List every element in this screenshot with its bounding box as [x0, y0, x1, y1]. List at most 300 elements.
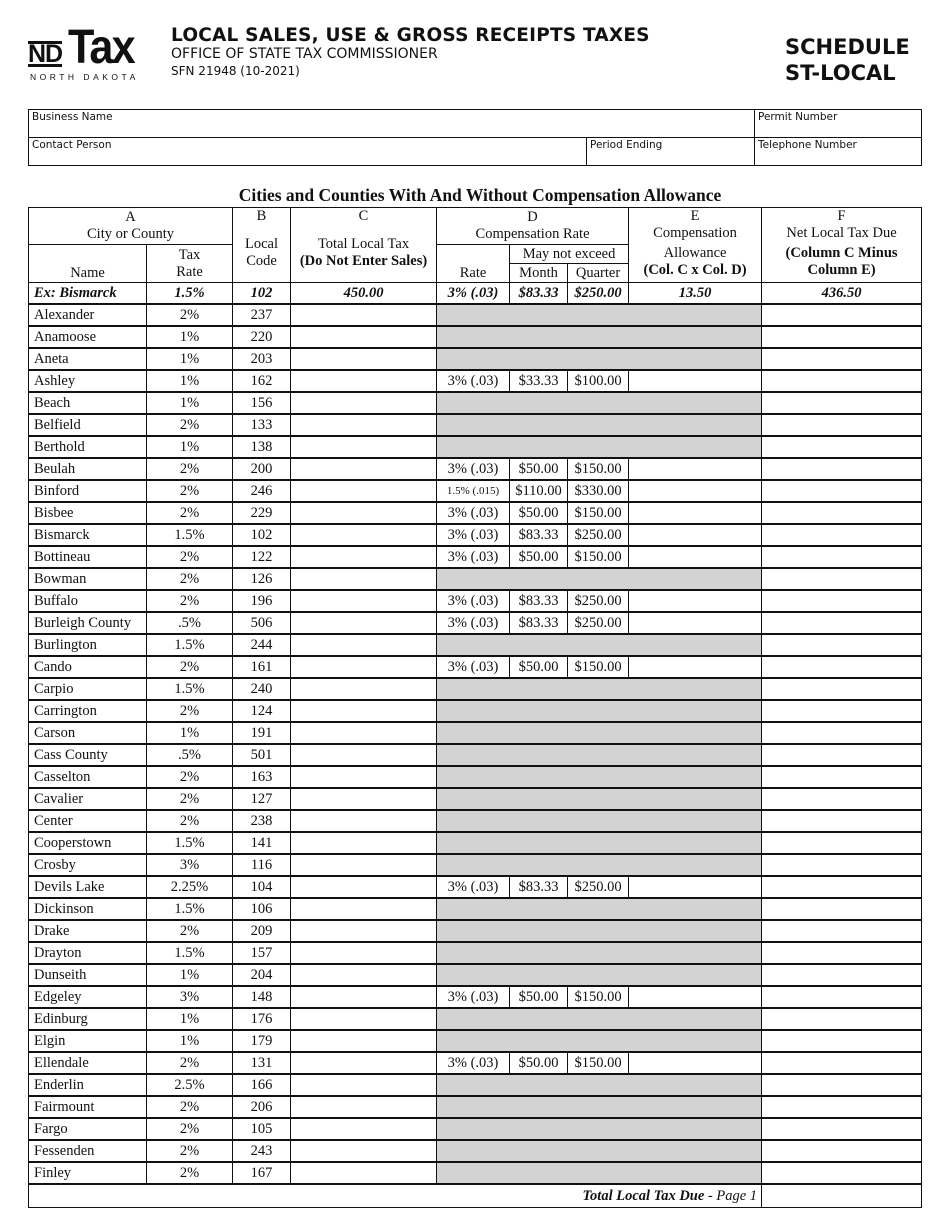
allowance-input[interactable] [629, 590, 762, 612]
no-allowance-shaded [437, 1030, 762, 1052]
local-tax-table [28, 207, 922, 1208]
local-code: 141 [233, 832, 291, 854]
no-allowance-shaded [437, 766, 762, 788]
col-f-line2: (Column C Minus [785, 245, 898, 261]
city-name: Fessenden [29, 1140, 147, 1162]
col-e-title: Compensation [653, 225, 737, 241]
comp-month: $83.33 [510, 876, 568, 898]
tax-rate: 1.5% [147, 898, 233, 920]
table-row [29, 1030, 922, 1052]
no-allowance-shaded [437, 722, 762, 744]
net-local-tax-input[interactable] [762, 458, 922, 480]
net-local-tax-input[interactable] [762, 590, 922, 612]
allowance-input[interactable] [629, 986, 762, 1008]
local-code: 126 [233, 568, 291, 590]
city-name: Burlington [29, 634, 147, 656]
tax-rate: 2% [147, 810, 233, 832]
comp-month: $50.00 [510, 986, 568, 1008]
city-name: Carrington [29, 700, 147, 722]
net-local-tax-input[interactable] [762, 700, 922, 722]
example-month: $83.33 [510, 283, 568, 305]
net-local-tax-input[interactable] [762, 612, 922, 634]
net-local-tax-input[interactable] [762, 1096, 922, 1118]
local-code: 156 [233, 392, 291, 414]
local-code: 204 [233, 964, 291, 986]
net-local-tax-input[interactable] [762, 524, 922, 546]
local-code: 203 [233, 348, 291, 370]
city-name: Dunseith [29, 964, 147, 986]
nd-tax-logo [28, 21, 146, 86]
comp-quarter: $150.00 [568, 546, 629, 568]
city-name: Casselton [29, 766, 147, 788]
no-allowance-shaded [437, 788, 762, 810]
total-local-tax-input[interactable] [291, 854, 437, 876]
no-allowance-shaded [437, 1096, 762, 1118]
no-allowance-shaded [437, 1162, 762, 1184]
city-name: Finley [29, 1162, 147, 1184]
total-label-text: Total Local Tax Due [582, 1187, 705, 1204]
may-not-exceed-header: May not exceed [510, 245, 629, 264]
period-ending-label: Period Ending [590, 139, 663, 151]
col-d-header [437, 208, 629, 245]
city-name: Fairmount [29, 1096, 147, 1118]
tax-rate: 1% [147, 348, 233, 370]
example-total-local-tax: 450.00 [291, 283, 437, 305]
comp-quarter: $150.00 [568, 502, 629, 524]
local-code: 161 [233, 656, 291, 678]
allowance-input[interactable] [629, 524, 762, 546]
allowance-input[interactable] [629, 656, 762, 678]
name-header [29, 245, 147, 283]
tax-rate: 1% [147, 326, 233, 348]
allowance-input[interactable] [629, 876, 762, 898]
total-local-tax-input[interactable] [291, 898, 437, 920]
table-row [29, 810, 922, 832]
col-a-header [29, 208, 233, 245]
total-local-tax-input[interactable] [291, 436, 437, 458]
comp-month: $50.00 [510, 546, 568, 568]
tax-rate: 2% [147, 788, 233, 810]
comp-rate: 3% (.03) [437, 502, 510, 524]
table-row [29, 634, 922, 656]
comp-month: $50.00 [510, 502, 568, 524]
city-name: Cavalier [29, 788, 147, 810]
city-name: Beulah [29, 458, 147, 480]
col-d-letter: D [527, 209, 538, 225]
total-row [29, 1184, 922, 1208]
table-row [29, 964, 922, 986]
business-name-field[interactable] [28, 109, 755, 138]
tax-rate-line1: Tax [178, 246, 201, 263]
permit-number-field[interactable] [754, 109, 922, 138]
city-name: Elgin [29, 1030, 147, 1052]
city-name: Cando [29, 656, 147, 678]
col-f-line3: Column E) [807, 262, 876, 278]
comp-rate: 3% (.03) [437, 876, 510, 898]
comp-rate: 3% (.03) [437, 458, 510, 480]
city-name: Drake [29, 920, 147, 942]
comp-month: $83.33 [510, 524, 568, 546]
comp-quarter: $150.00 [568, 986, 629, 1008]
no-allowance-shaded [437, 832, 762, 854]
allowance-input[interactable] [629, 546, 762, 568]
no-allowance-shaded [437, 964, 762, 986]
permit-number-label: Permit Number [758, 111, 838, 123]
table-row [29, 744, 922, 766]
no-allowance-shaded [437, 678, 762, 700]
col-e-header [629, 208, 762, 283]
city-name: Aneta [29, 348, 147, 370]
telephone-number-field[interactable] [754, 137, 922, 166]
tax-rate: 1.5% [147, 832, 233, 854]
city-name: Anamoose [29, 326, 147, 348]
allowance-input[interactable] [629, 370, 762, 392]
tax-rate: .5% [147, 744, 233, 766]
city-name: Cooperstown [29, 832, 147, 854]
col-f-letter: F [837, 208, 846, 224]
tax-rate: 2% [147, 700, 233, 722]
total-local-tax-input[interactable] [291, 942, 437, 964]
comp-quarter: $250.00 [568, 612, 629, 634]
local-code: 229 [233, 502, 291, 524]
tax-rate: 2% [147, 1162, 233, 1184]
city-name: Alexander [29, 304, 147, 326]
tax-rate: 2% [147, 458, 233, 480]
total-local-tax-input[interactable] [291, 370, 437, 392]
local-code: 191 [233, 722, 291, 744]
local-code: 122 [233, 546, 291, 568]
net-local-tax-input[interactable] [762, 854, 922, 876]
total-local-tax-input[interactable] [291, 568, 437, 590]
table-row [29, 854, 922, 876]
comp-rate: 3% (.03) [437, 546, 510, 568]
no-allowance-shaded [437, 810, 762, 832]
total-local-tax-input[interactable] [291, 876, 437, 898]
tax-rate: 1% [147, 436, 233, 458]
table-row [29, 348, 922, 370]
total-local-tax-input[interactable] [291, 1140, 437, 1162]
net-local-tax-input[interactable] [762, 920, 922, 942]
table-row [29, 370, 922, 392]
comp-quarter: $250.00 [568, 590, 629, 612]
comp-month: $83.33 [510, 612, 568, 634]
total-local-tax-input[interactable] [291, 986, 437, 1008]
example-net: 436.50 [762, 283, 922, 305]
local-code: 124 [233, 700, 291, 722]
no-allowance-shaded [437, 436, 762, 458]
allowance-input[interactable] [629, 502, 762, 524]
month-header: Month [510, 264, 568, 283]
col-e-letter: E [690, 208, 700, 224]
net-local-tax-input[interactable] [762, 964, 922, 986]
city-name: Center [29, 810, 147, 832]
no-allowance-shaded [437, 898, 762, 920]
city-name: Cass County [29, 744, 147, 766]
total-local-tax-input[interactable] [291, 1118, 437, 1140]
local-code: 220 [233, 326, 291, 348]
allowance-input[interactable] [629, 1052, 762, 1074]
net-local-tax-input[interactable] [762, 1030, 922, 1052]
city-name: Ashley [29, 370, 147, 392]
no-allowance-shaded [437, 634, 762, 656]
table-row [29, 480, 922, 502]
local-code: 162 [233, 370, 291, 392]
net-local-tax-input[interactable] [762, 1140, 922, 1162]
tax-rate: 1.5% [147, 942, 233, 964]
local-code: 166 [233, 1074, 291, 1096]
local-code: 237 [233, 304, 291, 326]
total-local-tax-input[interactable] [291, 590, 437, 612]
local-code-line2: Code [246, 253, 277, 269]
table-row [29, 722, 922, 744]
no-allowance-shaded [437, 304, 762, 326]
name-header-label: Name [70, 265, 105, 281]
table-row [29, 326, 922, 348]
local-code: 163 [233, 766, 291, 788]
tax-rate: 3% [147, 986, 233, 1008]
net-local-tax-input[interactable] [762, 568, 922, 590]
total-local-tax-input[interactable] [291, 524, 437, 546]
net-local-tax-input[interactable] [762, 326, 922, 348]
total-local-tax-input[interactable] [291, 744, 437, 766]
table-row [29, 458, 922, 480]
col-c-header [291, 208, 437, 283]
tax-rate: .5% [147, 612, 233, 634]
total-local-tax-input[interactable] [291, 480, 437, 502]
table-row [29, 1118, 922, 1140]
net-local-tax-input[interactable] [762, 392, 922, 414]
city-name: Drayton [29, 942, 147, 964]
net-local-tax-input[interactable] [762, 436, 922, 458]
tax-rate: 1% [147, 1008, 233, 1030]
comp-quarter: $330.00 [568, 480, 629, 502]
table-row [29, 612, 922, 634]
city-name: Bowman [29, 568, 147, 590]
comp-quarter: $150.00 [568, 656, 629, 678]
total-local-tax-input[interactable] [291, 1096, 437, 1118]
tax-rate: 1.5% [147, 678, 233, 700]
table-row [29, 898, 922, 920]
comp-quarter: $150.00 [568, 458, 629, 480]
table-row [29, 766, 922, 788]
net-local-tax-input[interactable] [762, 1008, 922, 1030]
comp-rate: 3% (.03) [437, 370, 510, 392]
tax-rate: 2% [147, 920, 233, 942]
quarter-header: Quarter [568, 264, 629, 283]
table-row [29, 1162, 922, 1184]
table-row [29, 304, 922, 326]
net-local-tax-input[interactable] [762, 810, 922, 832]
net-local-tax-input[interactable] [762, 304, 922, 326]
comp-month: $50.00 [510, 656, 568, 678]
city-name: Carson [29, 722, 147, 744]
total-local-tax-input[interactable] [291, 304, 437, 326]
net-local-tax-input[interactable] [762, 502, 922, 524]
tax-rate: 3% [147, 854, 233, 876]
local-code: 148 [233, 986, 291, 1008]
total-local-tax-input[interactable] [291, 1162, 437, 1184]
col-a-title: City or County [87, 226, 175, 242]
tax-rate: 1.5% [147, 524, 233, 546]
table-row [29, 590, 922, 612]
net-local-tax-input[interactable] [762, 986, 922, 1008]
logo-subtitle: NORTH DAKOTA [30, 72, 139, 82]
net-local-tax-input[interactable] [762, 942, 922, 964]
table-row [29, 414, 922, 436]
col-e-line2: Allowance [663, 245, 727, 261]
net-local-tax-input[interactable] [762, 480, 922, 502]
total-local-tax-input[interactable] [291, 722, 437, 744]
total-local-tax-input[interactable] [291, 656, 437, 678]
tax-rate: 2% [147, 546, 233, 568]
net-local-tax-input[interactable] [762, 678, 922, 700]
net-local-tax-input[interactable] [762, 348, 922, 370]
tax-rate: 2.25% [147, 876, 233, 898]
local-code: 200 [233, 458, 291, 480]
total-local-tax-input[interactable] [291, 348, 437, 370]
net-local-tax-input[interactable] [762, 876, 922, 898]
logo-tax-text: Tax [68, 21, 134, 74]
local-code: 196 [233, 590, 291, 612]
total-local-tax-input[interactable] [291, 678, 437, 700]
col-c-letter: C [358, 208, 369, 224]
total-local-tax-input[interactable] [291, 810, 437, 832]
total-local-tax-input[interactable] [291, 634, 437, 656]
total-local-tax-input[interactable] [291, 788, 437, 810]
city-name: Bisbee [29, 502, 147, 524]
table-row [29, 876, 922, 898]
table-row [29, 656, 922, 678]
total-local-tax-input[interactable] [291, 414, 437, 436]
total-local-tax-input[interactable] [291, 920, 437, 942]
comp-rate: 3% (.03) [437, 1052, 510, 1074]
city-name: Fargo [29, 1118, 147, 1140]
comp-month: $50.00 [510, 458, 568, 480]
net-local-tax-input[interactable] [762, 744, 922, 766]
net-local-tax-input[interactable] [762, 766, 922, 788]
total-local-tax-input[interactable] [291, 964, 437, 986]
contact-person-field[interactable] [28, 137, 587, 166]
net-local-tax-input[interactable] [762, 1074, 922, 1096]
total-local-tax-input[interactable] [291, 1074, 437, 1096]
tax-rate-header [147, 245, 233, 283]
tax-rate: 2% [147, 1052, 233, 1074]
comp-month: $33.33 [510, 370, 568, 392]
no-allowance-shaded [437, 1118, 762, 1140]
no-allowance-shaded [437, 392, 762, 414]
net-local-tax-input[interactable] [762, 832, 922, 854]
city-name: Edinburg [29, 1008, 147, 1030]
table-row [29, 920, 922, 942]
total-local-tax-input[interactable] [291, 458, 437, 480]
allowance-input[interactable] [629, 612, 762, 634]
city-name: Binford [29, 480, 147, 502]
table-row [29, 1008, 922, 1030]
local-code: 105 [233, 1118, 291, 1140]
tax-rate: 2% [147, 1118, 233, 1140]
table-row [29, 700, 922, 722]
office-name: OFFICE OF STATE TAX COMMISSIONER [171, 46, 438, 62]
total-local-tax-input[interactable] [291, 392, 437, 414]
net-local-tax-input[interactable] [762, 1052, 922, 1074]
business-name-label: Business Name [32, 111, 113, 123]
rate-header-label: Rate [459, 265, 487, 281]
local-code: 131 [233, 1052, 291, 1074]
total-local-tax-due-input[interactable] [762, 1184, 922, 1208]
total-local-tax-due-label [29, 1184, 762, 1208]
comp-month: $50.00 [510, 1052, 568, 1074]
col-d-title: Compensation Rate [475, 226, 590, 242]
net-local-tax-input[interactable] [762, 370, 922, 392]
tax-rate: 2.5% [147, 1074, 233, 1096]
period-ending-field[interactable] [586, 137, 755, 166]
no-allowance-shaded [437, 414, 762, 436]
example-tax-rate: 1.5% [147, 283, 233, 305]
total-local-tax-input[interactable] [291, 546, 437, 568]
net-local-tax-input[interactable] [762, 634, 922, 656]
total-local-tax-input[interactable] [291, 1008, 437, 1030]
tax-rate: 1% [147, 722, 233, 744]
city-name: Edgeley [29, 986, 147, 1008]
local-code: 167 [233, 1162, 291, 1184]
city-name: Bismarck [29, 524, 147, 546]
allowance-input[interactable] [629, 458, 762, 480]
net-local-tax-input[interactable] [762, 414, 922, 436]
example-row [29, 283, 922, 305]
total-local-tax-input[interactable] [291, 1030, 437, 1052]
local-code: 116 [233, 854, 291, 876]
total-local-tax-input[interactable] [291, 502, 437, 524]
city-name: Berthold [29, 436, 147, 458]
local-code: 176 [233, 1008, 291, 1030]
table-row [29, 502, 922, 524]
table-title: Cities and Counties With And Without Compensation Allowance [238, 185, 722, 205]
net-local-tax-input[interactable] [762, 898, 922, 920]
col-f-title: Net Local Tax Due [786, 225, 897, 241]
total-local-tax-input[interactable] [291, 766, 437, 788]
table-row [29, 392, 922, 414]
example-name: Ex: Bismarck [29, 283, 147, 305]
net-local-tax-input[interactable] [762, 788, 922, 810]
no-allowance-shaded [437, 326, 762, 348]
allowance-input[interactable] [629, 480, 762, 502]
header-row-1 [29, 208, 922, 245]
net-local-tax-input[interactable] [762, 546, 922, 568]
net-local-tax-input[interactable] [762, 722, 922, 744]
comp-rate: 3% (.03) [437, 656, 510, 678]
net-local-tax-input[interactable] [762, 656, 922, 678]
city-name: Beach [29, 392, 147, 414]
total-local-tax-input[interactable] [291, 612, 437, 634]
comp-quarter: $250.00 [568, 876, 629, 898]
comp-rate: 1.5% (.015) [437, 480, 510, 502]
no-allowance-shaded [437, 854, 762, 876]
total-local-tax-input[interactable] [291, 326, 437, 348]
form-number: SFN 21948 (10-2021) [171, 64, 300, 78]
comp-quarter: $250.00 [568, 524, 629, 546]
total-local-tax-input[interactable] [291, 832, 437, 854]
tax-rate: 2% [147, 502, 233, 524]
comp-quarter: $150.00 [568, 1052, 629, 1074]
contact-person-label: Contact Person [32, 139, 112, 151]
net-local-tax-input[interactable] [762, 1162, 922, 1184]
total-local-tax-input[interactable] [291, 1052, 437, 1074]
net-local-tax-input[interactable] [762, 1118, 922, 1140]
col-f-header [762, 208, 922, 283]
total-local-tax-input[interactable] [291, 700, 437, 722]
table-row [29, 1140, 922, 1162]
local-code: 240 [233, 678, 291, 700]
